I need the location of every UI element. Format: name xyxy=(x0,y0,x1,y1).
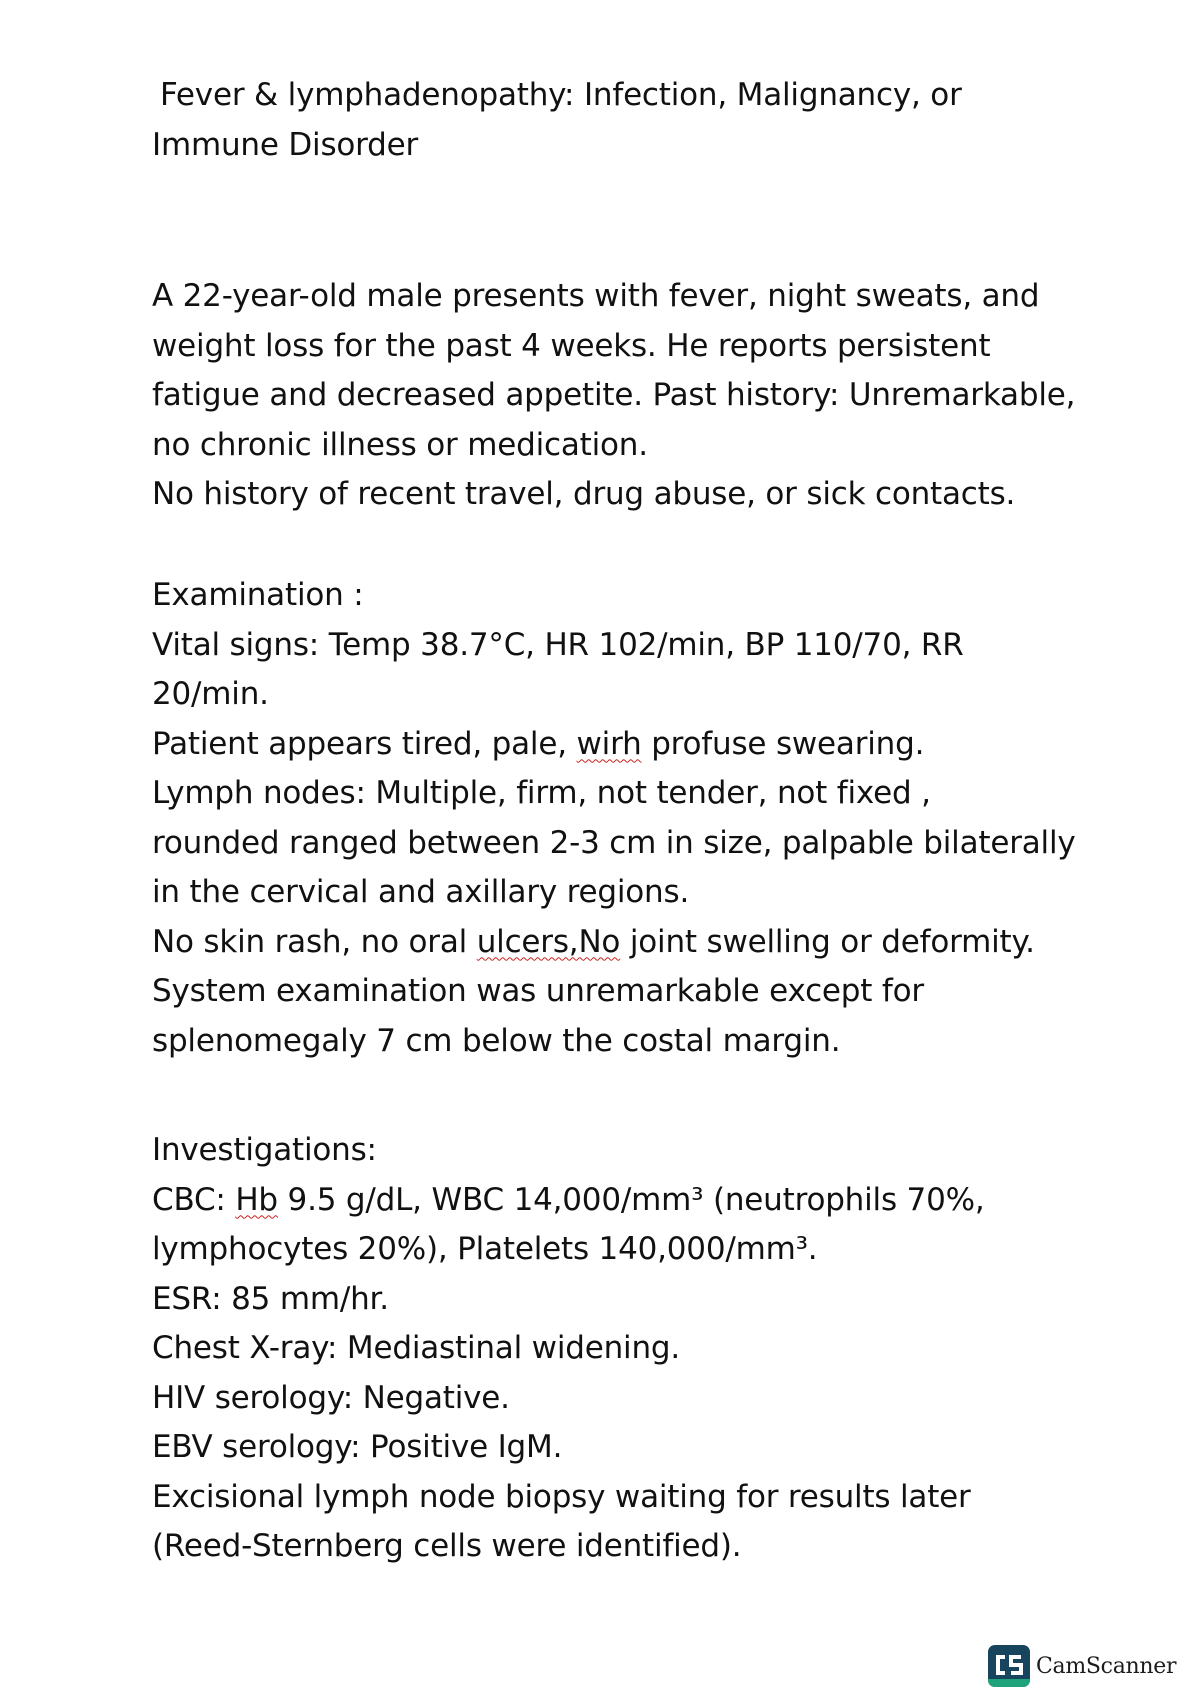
history-line-2: weight loss for the past 4 weeks. He reports persistent xyxy=(152,327,991,364)
skin-text-post: joint swelling or deformity. xyxy=(620,923,1035,960)
appearance-line xyxy=(152,720,1082,770)
history-line-3: fatigue and decreased appetite. Past history: Unremarkable, xyxy=(152,377,1076,413)
skin-line xyxy=(152,918,1082,968)
cbc-text-pre: CBC: xyxy=(152,1181,236,1218)
hiv-line: HIV serology: Negative. xyxy=(152,1379,510,1416)
vitals-line-1: Vital signs: Temp 38.7°C, HR 102/min, BP 110/70, RR xyxy=(152,626,964,663)
appearance-text-post: profuse swearing. xyxy=(641,725,925,762)
lymph-line-3: in the cervical and axillary regions. xyxy=(152,874,690,910)
history-paragraph xyxy=(152,272,1082,520)
history-line-5: No history of recent travel, drug abuse, or sick contacts. xyxy=(152,476,1016,512)
camscanner-logo-icon xyxy=(988,1645,1030,1687)
lymph-line-1: Lymph nodes: Multiple, firm, not tender, not fixed , xyxy=(152,775,931,811)
history-line-1: A 22-year-old male presents with fever, night sweats, and xyxy=(152,278,1040,314)
history-line-4: no chronic illness or medication. xyxy=(152,426,648,463)
title-line-1: Fever & lymphadenopathy: Infection, Malignancy, or xyxy=(160,77,962,113)
chest-xray-line: Chest X-ray: Mediastinal widening. xyxy=(152,1330,681,1366)
examination-heading: Examination : xyxy=(152,577,364,613)
spellcheck-word-hb: Hb xyxy=(235,1181,278,1218)
title-line-2: Immune Disorder xyxy=(152,127,419,163)
camscanner-watermark xyxy=(988,1645,1176,1687)
skin-text-pre: No skin rash, no oral xyxy=(152,923,477,960)
camscanner-label: CamScanner xyxy=(1036,1653,1177,1679)
cbc-text-post: 9.5 g/dL, WBC 14,000/mm³ (neutrophils 70%, xyxy=(277,1181,985,1218)
spellcheck-word-wirh: wirh xyxy=(576,725,642,762)
appearance-text-pre: Patient appears tired, pale, xyxy=(152,725,577,762)
biopsy-line-2: (Reed-Sternberg cells were identified). xyxy=(152,1528,742,1564)
system-line-2: splenomegaly 7 cm below the costal margin. xyxy=(152,1022,841,1059)
biopsy-line-1: Excisional lymph node biopsy waiting for results later xyxy=(152,1478,971,1515)
system-line-1: System examination was unremarkable except for xyxy=(152,973,924,1009)
spellcheck-word-ulcers: ulcers,No xyxy=(476,923,621,960)
examination-section xyxy=(152,571,1082,1066)
cbc-line-1 xyxy=(152,1176,1082,1226)
investigations-section xyxy=(152,1126,1082,1572)
esr-line: ESR: 85 mm/hr. xyxy=(152,1280,389,1317)
investigations-heading: Investigations: xyxy=(152,1132,377,1168)
vitals-line-2: 20/min. xyxy=(152,676,269,712)
page-title xyxy=(152,70,1052,170)
cbc-line-2: lymphocytes 20%), Platelets 140,000/mm³. xyxy=(152,1231,818,1267)
ebv-line: EBV serology: Positive IgM. xyxy=(152,1429,563,1465)
lymph-line-2: rounded ranged between 2-3 cm in size, palpable bilaterally xyxy=(152,824,1076,861)
